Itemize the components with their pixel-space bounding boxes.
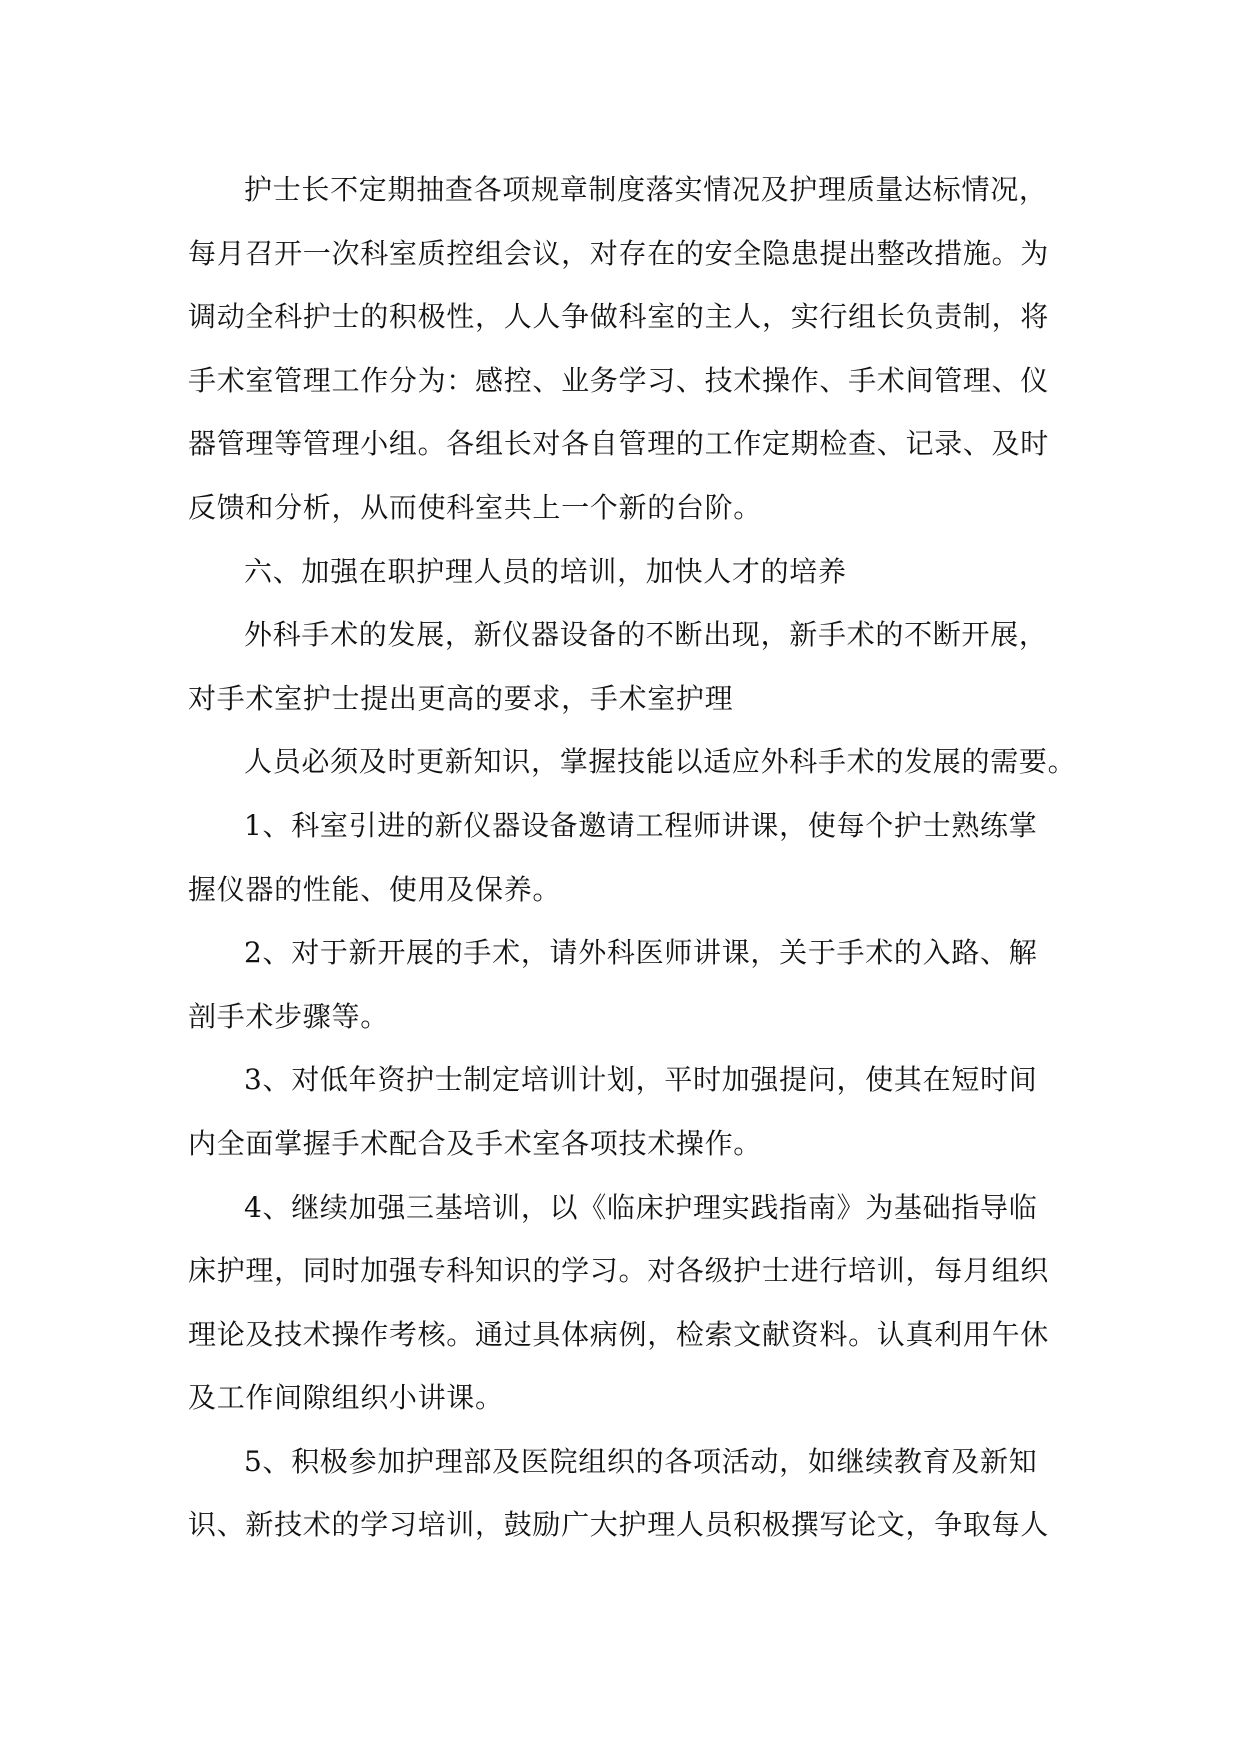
- list-item: 3、对低年资护士制定培训计划，平时加强提问，使其在短时间: [244, 1063, 1038, 1097]
- text-line: 及工作间隙组织小讲课。: [188, 1381, 504, 1415]
- text-line: 外科手术的发展，新仪器设备的不断出现，新手术的不断开展，: [244, 618, 1048, 652]
- list-item: 2、对于新开展的手术，请外科医师讲课，关于手术的入路、解: [244, 936, 1038, 970]
- list-item: 1、科室引进的新仪器设备邀请工程师讲课，使每个护士熟练掌: [244, 808, 1038, 842]
- list-item: 4、继续加强三基培训，以《临床护理实践指南》为基础指导临: [244, 1190, 1038, 1224]
- text-line: 手术室管理工作分为：感控、业务学习、技术操作、手术间管理、仪: [188, 363, 1050, 397]
- text-line: 反馈和分析，从而使科室共上一个新的台阶。: [188, 490, 763, 524]
- text-line: 对手术室护士提出更高的要求，手术室护理: [188, 681, 734, 715]
- text-line: 内全面掌握手术配合及手术室各项技术操作。: [188, 1126, 763, 1160]
- section-heading: 六、加强在职护理人员的培训，加快人才的培养: [244, 554, 847, 588]
- text-line: 识、新技术的学习培训，鼓励广大护理人员积极撰写论文，争取每人: [188, 1508, 1050, 1542]
- text-line: 护士长不定期抽查各项规章制度落实情况及护理质量达标情况，: [244, 173, 1048, 206]
- text-line: 每月召开一次科室质控组会议，对存在的安全隐患提出整改措施。为: [188, 236, 1050, 270]
- text-line: 调动全科护士的积极性，人人争做科室的主人，实行组长负责制，将: [188, 300, 1050, 334]
- text-line: 握仪器的性能、使用及保养。: [188, 872, 562, 906]
- text-line: 理论及技术操作考核。通过具体病例，检索文献资料。认真利用午休: [188, 1317, 1050, 1351]
- text-line: 床护理，同时加强专科知识的学习。对各级护士进行培训，每月组织: [188, 1254, 1050, 1288]
- text-line: 器管理等管理小组。各组长对各自管理的工作定期检查、记录、及时: [188, 427, 1050, 461]
- text-line: 剖手术步骤等。: [188, 999, 389, 1033]
- document-body: [188, 158, 1077, 1557]
- text-line: 人员必须及时更新知识，掌握技能以适应外科手术的发展的需要。: [244, 745, 1077, 779]
- list-item: 5、积极参加护理部及医院组织的各项活动，如继续教育及新知: [244, 1444, 1038, 1478]
